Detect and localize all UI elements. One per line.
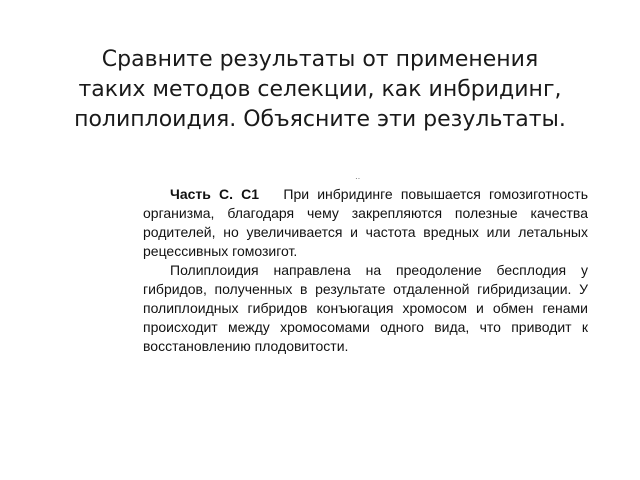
text-line: рецессивных гомозигот. <box>143 243 298 259</box>
text-line: восстановлению плодовитости. <box>143 338 349 354</box>
text-line: Часть С. С1 При инбридинге повышается гомозиготность <box>170 186 588 202</box>
text-line: происходит между хромосомами одного вида, что приводит к <box>143 319 588 335</box>
scan-artifact: ·· <box>355 174 361 183</box>
text-line: гибридов, полученных в результате отдаленной гибридизации. У <box>143 281 588 297</box>
answer-paragraph-1 <box>116 185 588 261</box>
answer-part-label: Часть С. С1 <box>170 186 260 202</box>
text-line: родителей, но увеличивается и частота вредных или летальных <box>143 224 588 240</box>
title-line: полиплоидия. Объясните эти результаты. <box>74 107 566 132</box>
slide-title <box>20 45 620 135</box>
text-line: полиплоидных гибридов конъюгация хромосом и обмен генами <box>143 300 588 316</box>
text-line: Полиплоидия направлена на преодоление бесплодия у <box>170 262 588 278</box>
answer-paragraph-2 <box>116 261 588 356</box>
text-line: организма, благодаря чему закрепляются полезные качества <box>143 205 588 221</box>
title-line: Сравните результаты от применения <box>101 47 539 72</box>
title-line: таких методов селекции, как инбридинг, <box>78 77 562 102</box>
scanned-answer-text <box>116 185 588 356</box>
